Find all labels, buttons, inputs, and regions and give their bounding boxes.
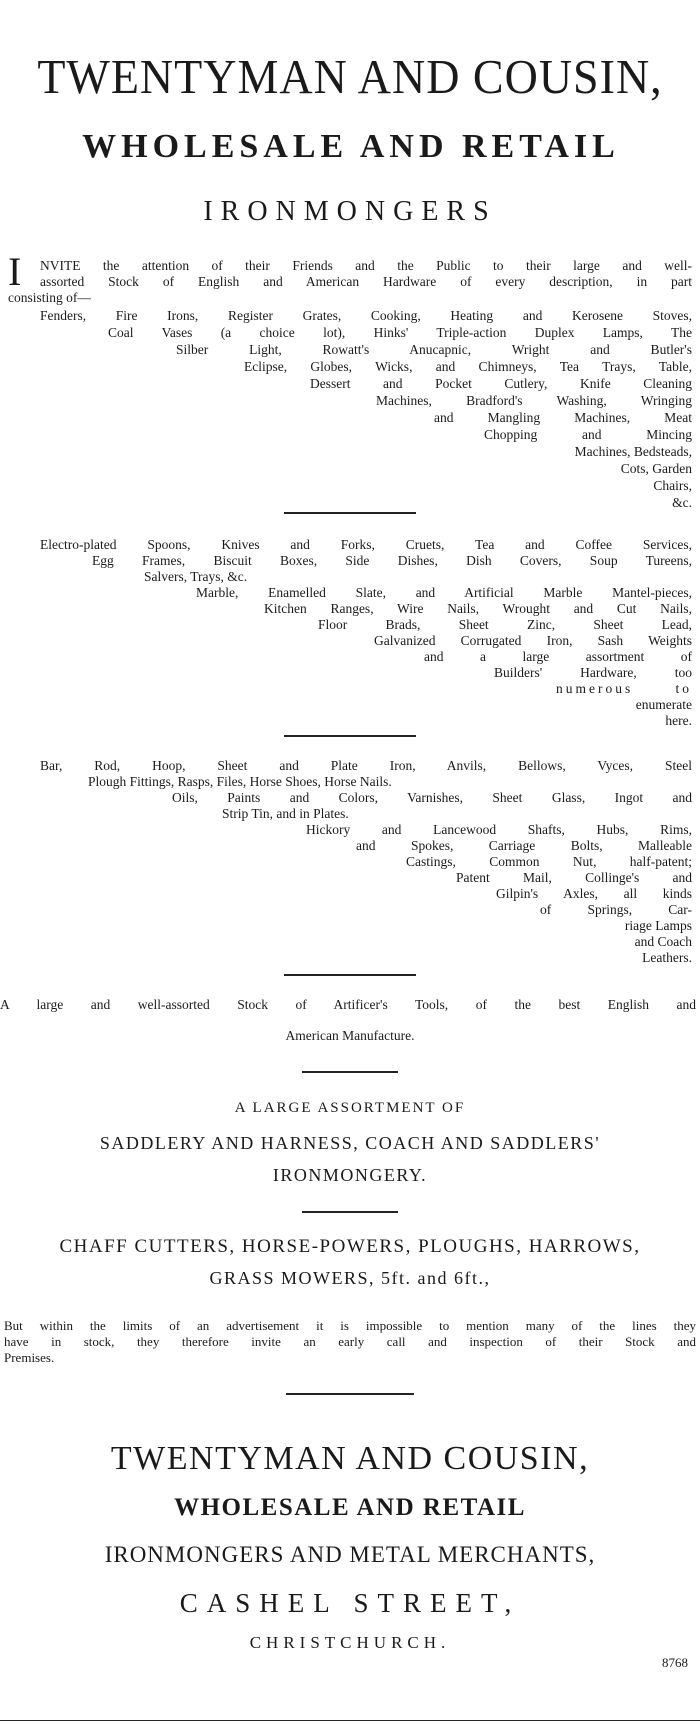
section2-line: and a large assortment of — [424, 649, 692, 664]
section3-line: Bar, Rod, Hoop, Sheet and Plate Iron, Anvils, Bellows, Vyces, Steel — [40, 758, 692, 773]
section3-line: Strip Tin, and in Plates. — [222, 806, 349, 821]
trade-heading: WHOLESALE AND RETAIL — [82, 128, 620, 165]
closing-line: But within the limits of an advertisement it is impossible to mention many of the lines they — [4, 1318, 696, 1333]
section3-line: Leathers. — [642, 950, 692, 965]
saddlery-heading: IRONMONGERY. — [272, 1165, 428, 1185]
section-divider — [302, 1211, 398, 1213]
section-divider — [286, 1393, 414, 1395]
section2-line: enumerate — [635, 697, 692, 712]
section2-line: here. — [665, 713, 692, 728]
section2-line: Salvers, Trays, &c. — [144, 569, 248, 584]
section3-line: Castings, Common Nut, half-patent; — [406, 854, 692, 869]
section3-line: of Springs, Car- — [540, 902, 692, 917]
section3-line: Hickory and Lancewood Shafts, Hubs, Rims, — [306, 822, 692, 837]
section1-line: Machines, Bedsteads, — [574, 444, 692, 459]
section1-line: Dessert and Pocket Cutlery, Knife Cleaning — [310, 376, 692, 391]
section2-line: Kitchen Ranges, Wire Nails, Wrought and Cut Nails, — [264, 601, 692, 616]
machinery-heading: CHAFF CUTTERS, HORSE-POWERS, PLOUGHS, HARROWS, — [59, 1236, 641, 1257]
section2-line: Marble, Enamelled Slate, and Artificial Marble Mantel-pieces, — [196, 585, 692, 600]
section-divider — [284, 735, 416, 737]
bottom-border — [0, 1720, 700, 1721]
section2-line: Galvanized Corrugated Iron, Sash Weights — [374, 633, 692, 648]
tools-line: A large and well-assorted Stock of Artificer's Tools, of the best English and — [0, 997, 696, 1012]
intro-line: NVITE the attention of their Friends and the Public to their large and well- — [40, 258, 692, 273]
intro-line: assorted Stock of English and American Hardware of every description, in part — [40, 274, 692, 289]
section3-line: Gilpin's Axles, all kinds — [496, 886, 692, 901]
section-divider — [284, 512, 416, 514]
footer-role: IRONMONGERS AND METAL MERCHANTS, — [104, 1542, 596, 1567]
section1-line: and Mangling Machines, Meat — [434, 410, 692, 425]
section-divider — [302, 1071, 398, 1073]
section1-line: Fenders, Fire Irons, Register Grates, Cooking, Heating and Kerosene Stoves, — [40, 308, 692, 323]
section3-line: Plough Fittings, Rasps, Files, Horse Shoes, Horse Nails. — [88, 774, 392, 789]
section2-line: Builders' Hardware, too — [494, 665, 692, 680]
machinery-heading: GRASS MOWERS, 5ft. and 6ft., — [209, 1268, 491, 1288]
footer-street: CASHEL STREET, — [179, 1588, 521, 1618]
page-title: IRONMONGERS — [203, 196, 497, 227]
section2-line: numerous to — [556, 681, 692, 696]
section1-line: &c. — [672, 495, 692, 510]
saddlery-heading: A LARGE ASSORTMENT OF — [234, 1100, 466, 1116]
section1-line: Chopping and Mincing — [484, 427, 692, 442]
closing-line: have in stock, they therefore invite an early call and inspection of their Stock and — [4, 1334, 696, 1349]
section3-line: riage Lamps — [624, 918, 692, 933]
reference-number: 8768 — [662, 1655, 688, 1670]
saddlery-heading: SADDLERY AND HARNESS, COACH AND SADDLERS' — [99, 1133, 601, 1153]
section3-line: and Spokes, Carriage Bolts, Malleable — [356, 838, 692, 853]
section1-line: Coal Vases (a choice lot), Hinks' Triple-action Duplex Lamps, The — [108, 325, 692, 340]
firm-name-heading: TWENTYMAN AND COUSIN, — [37, 49, 663, 104]
footer-trade: WHOLESALE AND RETAIL — [174, 1494, 526, 1521]
intro-dropcap: I — [8, 249, 22, 294]
footer-city: CHRISTCHURCH. — [249, 1633, 451, 1652]
section-divider — [284, 974, 416, 976]
section1-line: Machines, Bradford's Washing, Wringing — [376, 393, 692, 408]
footer-firm-name: TWENTYMAN AND COUSIN, — [110, 1440, 590, 1477]
section1-line: Cots, Garden — [620, 461, 692, 476]
closing-line: Premises. — [4, 1350, 55, 1365]
section2-line: Egg Frames, Biscuit Boxes, Side Dishes, Dish Covers, Soup Tureens, — [92, 553, 692, 568]
section3-line: Oils, Paints and Colors, Varnishes, Sheet Glass, Ingot and — [172, 790, 692, 805]
tools-line: American Manufacture. — [285, 1028, 415, 1043]
intro-line: consisting of— — [8, 290, 91, 305]
section3-line: Patent Mail, Collinge's and — [456, 870, 692, 885]
section1-line: Eclipse, Globes, Wicks, and Chimneys, Tea Trays, Table, — [244, 359, 692, 374]
section2-line: Floor Brads, Sheet Zinc, Sheet Lead, — [318, 617, 692, 632]
section3-line: and Coach — [634, 934, 692, 949]
section1-line: Chairs, — [653, 478, 692, 493]
section2-line: Electro-plated Spoons, Knives and Forks, Cruets, Tea and Coffee Services, — [40, 537, 692, 552]
section1-line: Silber Light, Rowatt's Anucapnic, Wright and Butler's — [176, 342, 692, 357]
